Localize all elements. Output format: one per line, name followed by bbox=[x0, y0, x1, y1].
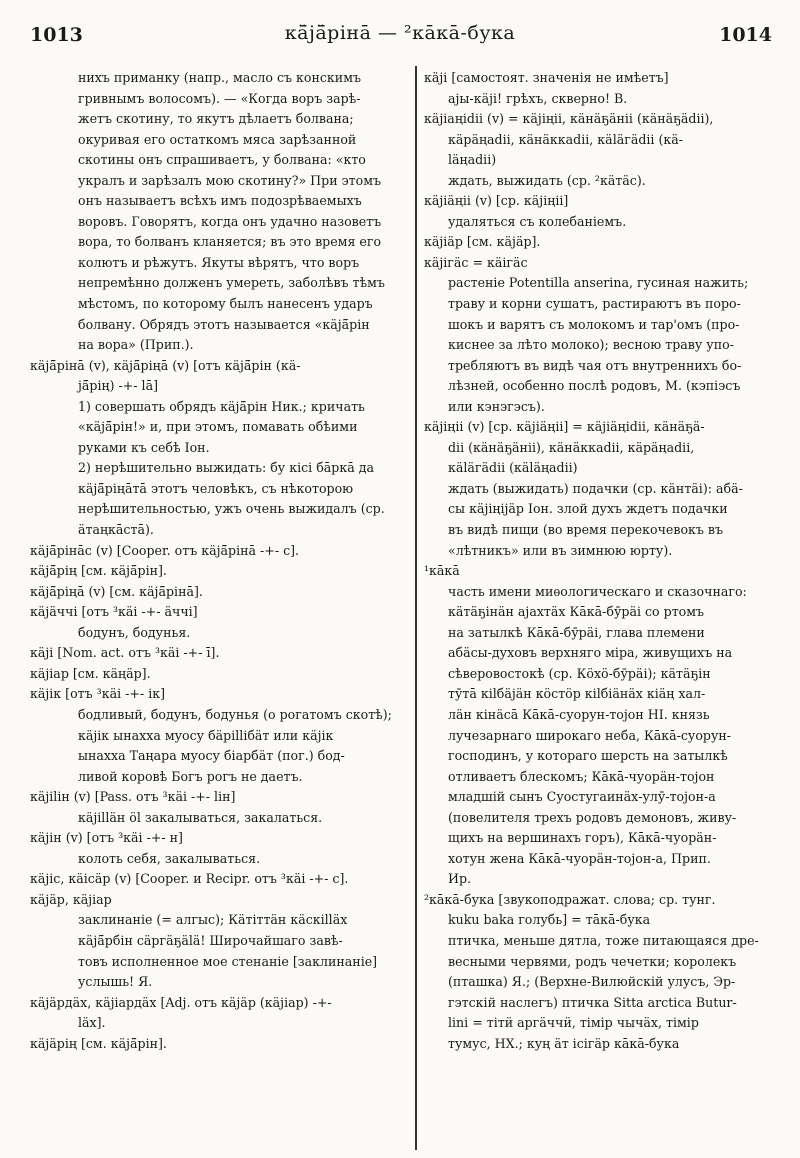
entry-headword: кӓjі [самостоят. значенія не имѣетъ] bbox=[424, 70, 669, 85]
entry-headword: кӓjі [Nom. act. отъ ³кӓі -+- ī]. bbox=[30, 645, 220, 661]
text-line: lini = тітӥ аргӓччӥ, тімір чычӓх, тімір bbox=[448, 1015, 699, 1031]
entry-headword: кӓjін (v) [отъ ³кӓі -+- н] bbox=[30, 830, 183, 846]
text-line: ждать, выжидать (ср. ²кӓтӓс). bbox=[448, 172, 646, 188]
text-line: требляютъ въ видѣ чая отъ внутреннихъ бо- bbox=[448, 357, 742, 373]
text-line: заклинаніе (= алгыс); Кӓтіттӓн кӓскіllӓх bbox=[78, 912, 348, 928]
text-line: сы кӓjіңіjӓр Іон. злой духъ ждетъ подачки bbox=[448, 501, 728, 517]
entry-headword: кӓjіңіі (v) [ср. кӓjіӓңіі] = кӓjіӓңіdіі, кӓнӓҕӓ- bbox=[424, 419, 705, 435]
text-line: вора, то болванъ кланяется; въ это время его bbox=[78, 234, 382, 250]
text-line: 1) совершать обрядъ кӓjӓ̄рін Ник.; кричать bbox=[78, 398, 365, 414]
entry-headword: кӓjіӓңіі (v) [ср. кӓjіңіі] bbox=[424, 193, 569, 209]
text-line: кӓlӓгӓdіі (кӓlӓңаdіі) bbox=[448, 460, 578, 476]
text-line: господинъ, у котораго шерсть на затылкѣ bbox=[448, 748, 728, 764]
entry-headword: кӓjіар [см. кӓңӓр]. bbox=[30, 665, 151, 681]
text-line: кӓjӓ̄рбін сӓргӓҕӓlӓ! Широчайшаго завѣ- bbox=[78, 932, 343, 948]
text-line: lӓх]. bbox=[78, 1015, 106, 1031]
text-line: щихъ на вершинахъ горъ), Кāкā-чуорӓн- bbox=[448, 830, 717, 846]
text-line: (повелителя трехъ родовъ демоновъ, живу- bbox=[448, 809, 737, 825]
left-column bbox=[30, 68, 410, 1054]
text-line: птичка, меньше дятла, тоже питающаяся дре- bbox=[448, 932, 759, 948]
text-line: растеніе Potentilla anserina, гусиная нажить; bbox=[448, 275, 749, 291]
text-line: траву и корни сушатъ, растираютъ въ поро- bbox=[448, 296, 741, 312]
left-page-number: 1013 bbox=[30, 24, 83, 46]
right-column bbox=[424, 68, 790, 1054]
text-line: «лѣтникъ» или въ зимнюю юрту). bbox=[448, 542, 673, 558]
text-line: на затылкѣ Кāкā-бӯрӓі, глава племени bbox=[448, 624, 705, 640]
text-line: удаляться съ колебаніемъ. bbox=[448, 213, 627, 229]
entry-headword: кӓjӓр, кӓjіар bbox=[30, 891, 112, 907]
text-line: бодунъ, бодунья. bbox=[78, 624, 191, 640]
text-line: или кэнэгэсъ). bbox=[448, 398, 545, 414]
text-line: услышь! Я. bbox=[78, 974, 153, 990]
text-line: кӓjіllӓн ӧl закалываться, закалаться. bbox=[78, 809, 323, 825]
text-line: ынахха Таңара муосу біарбӓт (пог.) бод- bbox=[78, 748, 345, 764]
text-line: скотины онъ спрашиваетъ, у болвана: «кто bbox=[78, 152, 366, 168]
text-line: Ир. bbox=[448, 871, 472, 887]
text-line: мѣстомъ, по которому былъ нанесенъ ударъ bbox=[78, 296, 373, 312]
text-line: болвану. Обрядъ этотъ называется «кӓjӓ̄рін bbox=[78, 316, 370, 332]
text-line: въ видѣ пищи (во время перекочевокъ въ bbox=[448, 522, 724, 538]
text-line: кӓтӓҕінӓн аjахтӓх Кāкā-бӯрӓі со ртомъ bbox=[448, 604, 705, 620]
text-line: нихъ приманку (напр., масло съ конскимъ bbox=[78, 70, 362, 85]
text-line: 2) нерѣшительно выжидать: бу кісі бāркā да bbox=[78, 460, 374, 476]
entry-headword: кӓjігӓс = кӓігӓс bbox=[424, 254, 528, 270]
text-line: отливаетъ блескомъ; Кāкā-чуорӓн-тоjон bbox=[448, 768, 715, 784]
text-line: младшій сынъ Суостугаинӓх-улӯ-тоjон-а bbox=[448, 789, 716, 805]
text-line: часть имени миѳологическаго и сказочнаго: bbox=[448, 583, 747, 599]
text-line: колютъ и рѣжутъ. Якуты вѣрятъ, что воръ bbox=[78, 254, 360, 270]
entry-headword: ¹кāкā bbox=[424, 563, 460, 579]
text-line: окуривая его остаткомъ мяса зарѣзанной bbox=[78, 131, 357, 147]
entry-headword: кӓjӓ̄рінāс (v) [Cooper. отъ кӓjӓ̄рінā -+- с]. bbox=[30, 542, 300, 558]
right-page-number: 1014 bbox=[719, 24, 772, 46]
text-line: тумус, НХ.; куң ӓт ісігӓр кāкā-бука bbox=[448, 1035, 680, 1051]
entry-headword: кӓjіӓр [см. кӓjӓр]. bbox=[424, 234, 541, 250]
entry-headword: кӓjіс, кӓісӓр (v) [Cooper. и Recipr. отъ ³кӓі -+- с]. bbox=[30, 871, 349, 887]
text-line: жетъ скотину, то якутъ дѣлаетъ болвана; bbox=[78, 111, 354, 127]
text-line: киснее за лѣто молоко); весною траву упо- bbox=[448, 337, 734, 353]
text-line: шокъ и варятъ съ молокомъ и тар'омъ (про- bbox=[448, 316, 740, 332]
text-line: товъ исполненное мое стенаніе [заклинаніе] bbox=[78, 953, 378, 969]
text-line: бодливый, бодунъ, бодунья (о рогатомъ скотѣ); bbox=[78, 706, 392, 722]
text-line: руками къ себѣ Іон. bbox=[78, 439, 210, 455]
text-line: кӓjік ынахха муосу бӓріllібӓт или кӓjік bbox=[78, 727, 334, 743]
entry-headword: кӓjік [отъ ³кӓі -+- ік] bbox=[30, 686, 166, 702]
text-line: непремѣнно долженъ умереть, заболѣвъ тѣмъ bbox=[78, 275, 385, 291]
text-line: гэтскій наслегъ) птичка Sitta arctica Butur- bbox=[448, 994, 737, 1010]
text-line: абӓсы-духовъ верхняго міра, живущихъ на bbox=[448, 645, 733, 661]
text-line: ждать (выжидать) подачки (ср. кӓнтӓі): абӓ- bbox=[448, 480, 743, 496]
text-line: тӯтā кіlбӓjӓн кӧстӧр кіlбіӓнӓх кіӓң хал- bbox=[448, 686, 706, 702]
entry-headword: кӓjӓ̄рің [см. кӓjӓ̄рін]. bbox=[30, 563, 167, 579]
text-line: лучезарнаго широкаго неба, Кāкā-суорун- bbox=[448, 727, 732, 743]
text-line: ливой коровѣ Богъ рогъ не даетъ. bbox=[78, 768, 303, 784]
text-line: сѣверовостокѣ (ср. Кӧхӧ-бӯрӓі); кӓтӓҕін bbox=[448, 665, 711, 681]
text-line: онъ называетъ всѣхъ имъ подозрѣваемыхъ bbox=[78, 193, 362, 209]
column-divider bbox=[415, 66, 417, 1150]
text-line: на вора» (Прип.). bbox=[78, 337, 194, 353]
text-line: ӓтаңкāстā). bbox=[78, 522, 154, 538]
text-line: нерѣшительностью, ужъ очень выжидалъ (ср. bbox=[78, 501, 385, 517]
text-line: кӓрӓңаdіі, кӓнӓккаdіі, кӓlӓгӓdіі (кӓ- bbox=[448, 131, 684, 147]
entry-headword: ²кāкā-бука [звукоподражат. слова; ср. тунг. bbox=[424, 891, 716, 907]
text-line: (пташка) Я.; (Верхне-Вилюйскій улусъ, Эр- bbox=[448, 974, 736, 990]
text-line: воровъ. Говорятъ, когда онъ удачно назоветъ bbox=[78, 213, 382, 229]
text-line: весными червями, родъ чечетки; королекъ bbox=[448, 953, 737, 969]
entry-headword: кӓjіlін (v) [Pass. отъ ³кӓі -+- lін] bbox=[30, 789, 236, 805]
entry-headword: кӓjӓрдӓх, кӓjіардӓх [Adj. отъ кӓjӓр (кӓjіар) -+- bbox=[30, 994, 332, 1010]
text-line: dіі (кӓнӓҕӓніі), кӓнӓккаdіі, кӓрӓңаdіі, bbox=[448, 439, 695, 455]
text-line: «кӓjӓ̄рін!» и, при этомъ, помавать обѣими bbox=[78, 419, 358, 435]
text-line: кӓjӓ̄ріңāтā этотъ человѣкъ, съ нѣкоторою bbox=[78, 480, 354, 496]
text-line: хотун жена Кāкā-чуорӓн-тоjон-а, Прип. bbox=[448, 850, 711, 866]
text-line: колоть себя, закалываться. bbox=[78, 850, 261, 866]
text-line: укралъ и зарѣзалъ мою скотину?» При этомъ bbox=[78, 172, 382, 188]
entry-headword: кӓjіаңіdіі (v) = кӓjіңіі, кӓнӓҕӓніі (кӓнӓҕӓdіі), bbox=[424, 111, 714, 127]
text-line: lӓңаdіі) bbox=[448, 152, 497, 168]
text-line: kuku baka голубь] = тāкā-бука bbox=[448, 912, 651, 928]
entry-headword: кӓjӓччі [отъ ³кӓі -+- ӓччі] bbox=[30, 604, 198, 620]
text-line: jӓ̄рің) -+- lā] bbox=[78, 378, 159, 394]
page-header bbox=[0, 0, 800, 56]
running-title: кӓ̄jӓ̄рінā — ²кāкā-бука bbox=[284, 22, 516, 44]
text-line: лѣзней, особенно послѣ родовъ, М. (кэпіэсъ bbox=[448, 378, 741, 394]
text-line: гривнымъ волосомъ). — «Когда воръ зарѣ- bbox=[78, 90, 361, 106]
entry-headword: кӓjӓрің [см. кӓjӓ̄рін]. bbox=[30, 1035, 167, 1051]
entry-headword: кӓjӓ̄ріңā (v) [см. кӓjӓ̄рінā]. bbox=[30, 583, 203, 599]
entry-headword: кӓjӓ̄рінā (v), кӓjӓ̄ріңā (v) [отъ кӓjӓ̄рін (кӓ- bbox=[30, 357, 301, 373]
text-line: лӓн кінӓсā Кāкā-суорун-тоjон НІ. князь bbox=[448, 706, 710, 722]
text-line: аjы-кӓjі! грѣхъ, скверно! В. bbox=[448, 90, 628, 106]
